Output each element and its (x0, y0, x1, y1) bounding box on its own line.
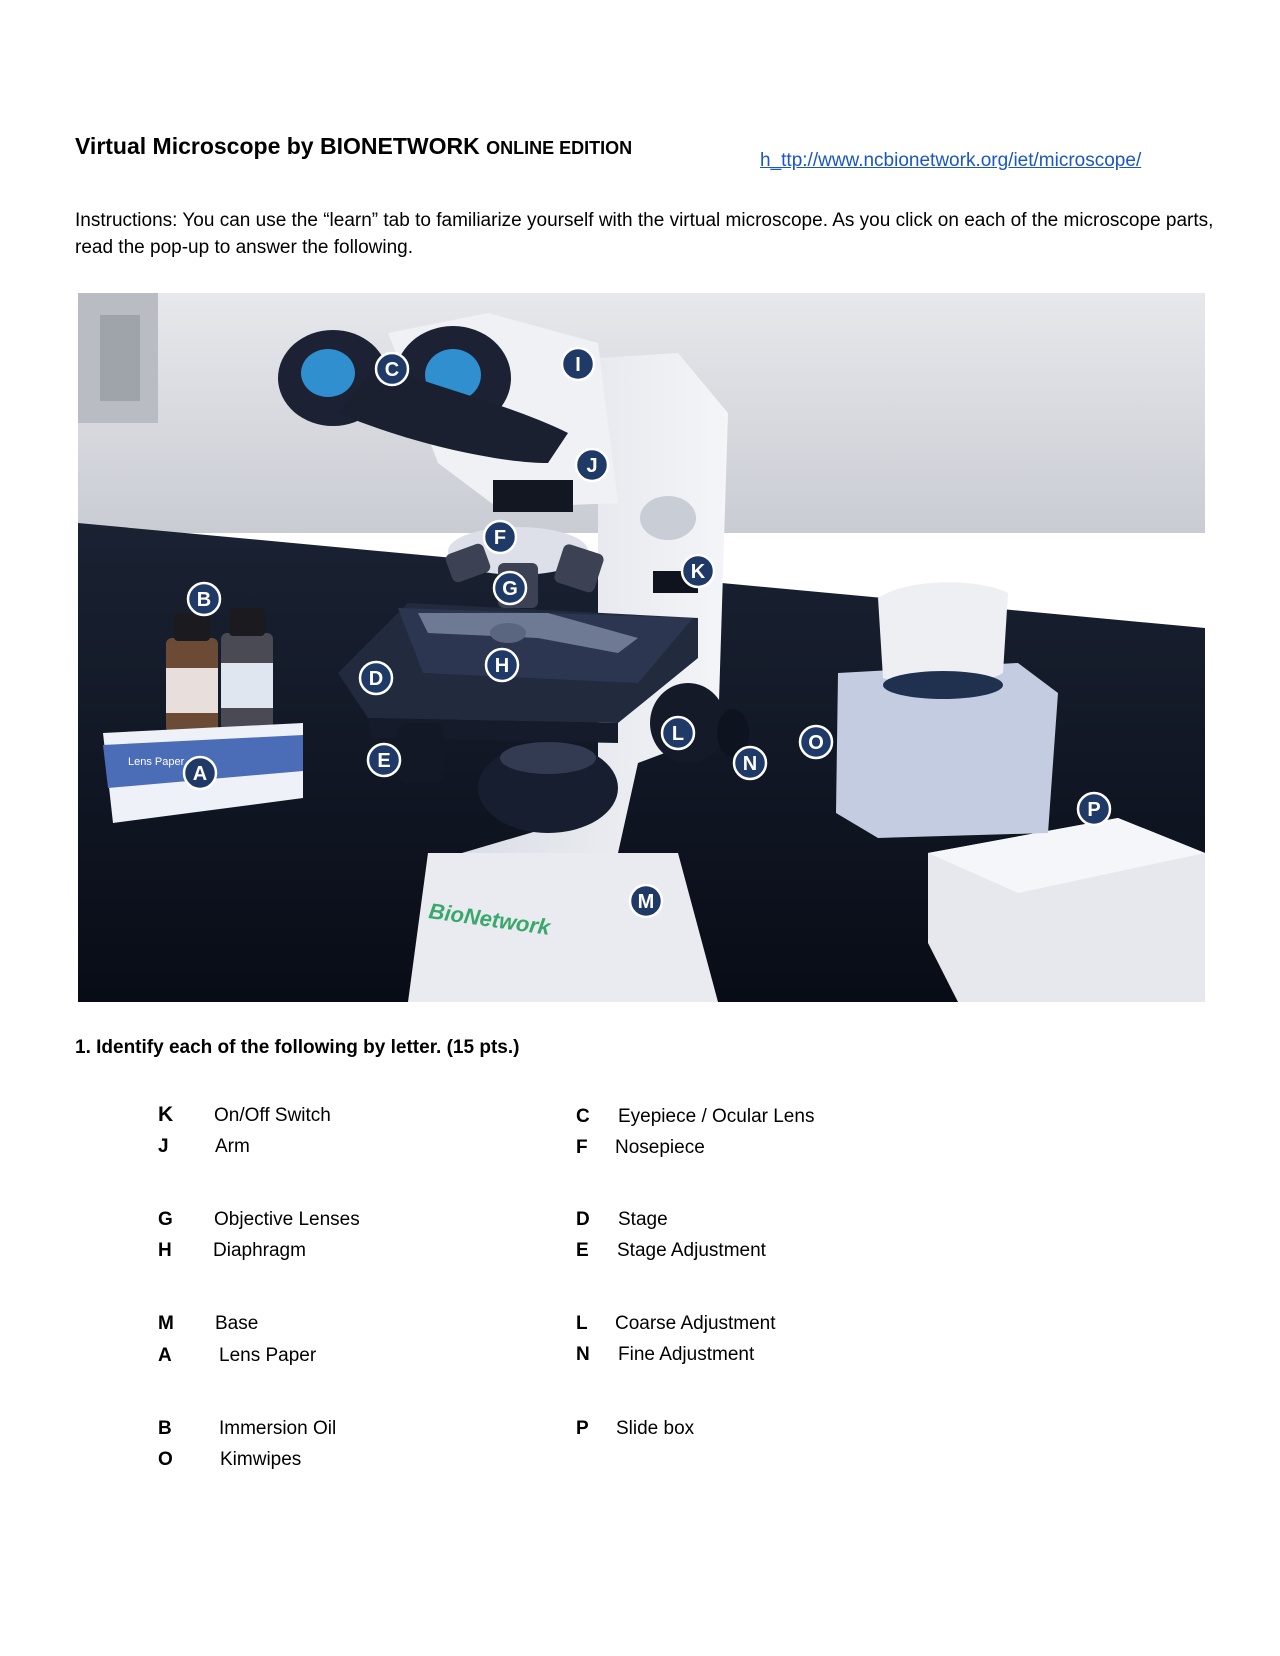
answer-letter: K (158, 1103, 174, 1126)
kimwipes-opening (883, 671, 1003, 699)
svg-text:F: F (493, 527, 507, 549)
arm-slot (493, 480, 573, 512)
answer-term: Immersion Oil (219, 1418, 337, 1439)
microscope-illustration (78, 293, 1205, 1002)
marker-f (484, 521, 516, 553)
marker-i (562, 348, 594, 380)
bottle-1-label (166, 668, 218, 713)
bottle-2-label (221, 663, 273, 708)
kimwipe-tissue (878, 582, 1008, 685)
answer-term: Nosepiece (615, 1137, 705, 1158)
marker-j (576, 449, 608, 481)
marker-h (486, 649, 518, 681)
bottle-1-cap (174, 613, 210, 641)
marker-e (368, 744, 400, 776)
marker-k (682, 555, 714, 587)
microscope-link[interactable]: h_ttp://www.ncbionetwork.org/iet/microscope/ (760, 150, 1142, 171)
svg-text:P: P (1087, 799, 1101, 821)
answer-term: Coarse Adjustment (615, 1313, 776, 1334)
question-1: 1. Identify each of the following by letter. (15 pts.) (75, 1037, 520, 1058)
arm-lamp (640, 496, 696, 540)
answer-letter: J (158, 1136, 169, 1157)
svg-text:O: O (808, 732, 824, 754)
svg-text:G: G (502, 578, 518, 600)
marker-d (360, 662, 392, 694)
svg-text:E: E (377, 750, 391, 772)
answer-term: On/Off Switch (214, 1105, 331, 1126)
title-main: Virtual Microscope by BIONETWORK (75, 133, 480, 159)
brand-logo: BioNetwork (427, 898, 552, 940)
title-edition: ONLINE EDITION (486, 138, 633, 158)
answer-term: Objective Lenses (214, 1209, 360, 1230)
svg-text:D: D (368, 668, 384, 690)
answer-term: Stage (618, 1209, 668, 1230)
svg-text:L: L (671, 723, 685, 745)
marker-n (734, 747, 766, 779)
answer-letter: B (158, 1418, 172, 1439)
answer-letter: O (158, 1449, 173, 1470)
answer-term: Arm (215, 1136, 250, 1157)
answer-term: Stage Adjustment (617, 1240, 766, 1261)
svg-text:M: M (637, 891, 655, 913)
microscope-base (408, 853, 718, 1002)
stage-adjust-knob (398, 723, 443, 783)
condenser-top (500, 742, 596, 774)
answer-letter: L (576, 1313, 588, 1334)
svg-text:N: N (742, 753, 758, 775)
svg-text:K: K (690, 561, 706, 583)
answer-letter: H (158, 1240, 172, 1261)
svg-text:H: H (494, 655, 510, 677)
answer-letter: A (158, 1345, 172, 1366)
answer-letter: M (158, 1313, 174, 1334)
marker-o (800, 726, 832, 758)
marker-m (630, 885, 662, 917)
stage-aperture (490, 623, 526, 643)
svg-text:C: C (384, 359, 400, 381)
answer-term: Kimwipes (220, 1449, 302, 1470)
svg-text:A: A (192, 763, 208, 785)
answer-term: Lens Paper (219, 1345, 317, 1366)
answer-letter: N (576, 1344, 590, 1365)
marker-b (188, 583, 220, 615)
svg-text:J: J (586, 455, 598, 477)
answer-term: Fine Adjustment (618, 1344, 755, 1365)
marker-g (494, 572, 526, 604)
outlet-slot (100, 315, 140, 401)
answer-term: Slide box (616, 1418, 695, 1439)
answer-term: Diaphragm (213, 1240, 306, 1261)
instructions: Instructions: You can use the “learn” tab to familiarize yourself with the virtual microscope. As you click on each of the microscope parts, read the pop-up to answer the following. (75, 210, 1214, 258)
microscope-figure (78, 293, 1205, 1002)
answer-letter: D (576, 1209, 590, 1230)
answer-term: Base (215, 1313, 259, 1334)
answer-letter: E (576, 1240, 589, 1261)
marker-l (662, 717, 694, 749)
eyepiece-left-lens (301, 349, 355, 397)
answer-letter: G (158, 1209, 173, 1230)
svg-text:B: B (196, 589, 212, 611)
lens-paper-text: Lens Paper (128, 756, 185, 768)
answer-letter: F (576, 1137, 588, 1158)
marker-c (376, 353, 408, 385)
svg-text:I: I (575, 354, 581, 376)
marker-p (1078, 793, 1110, 825)
bottle-2-cap (229, 608, 265, 636)
page-title (75, 133, 632, 160)
answer-term: Eyepiece / Ocular Lens (618, 1106, 815, 1127)
marker-a (184, 757, 216, 789)
answer-letter: P (576, 1418, 589, 1439)
answer-letter: C (576, 1106, 590, 1127)
